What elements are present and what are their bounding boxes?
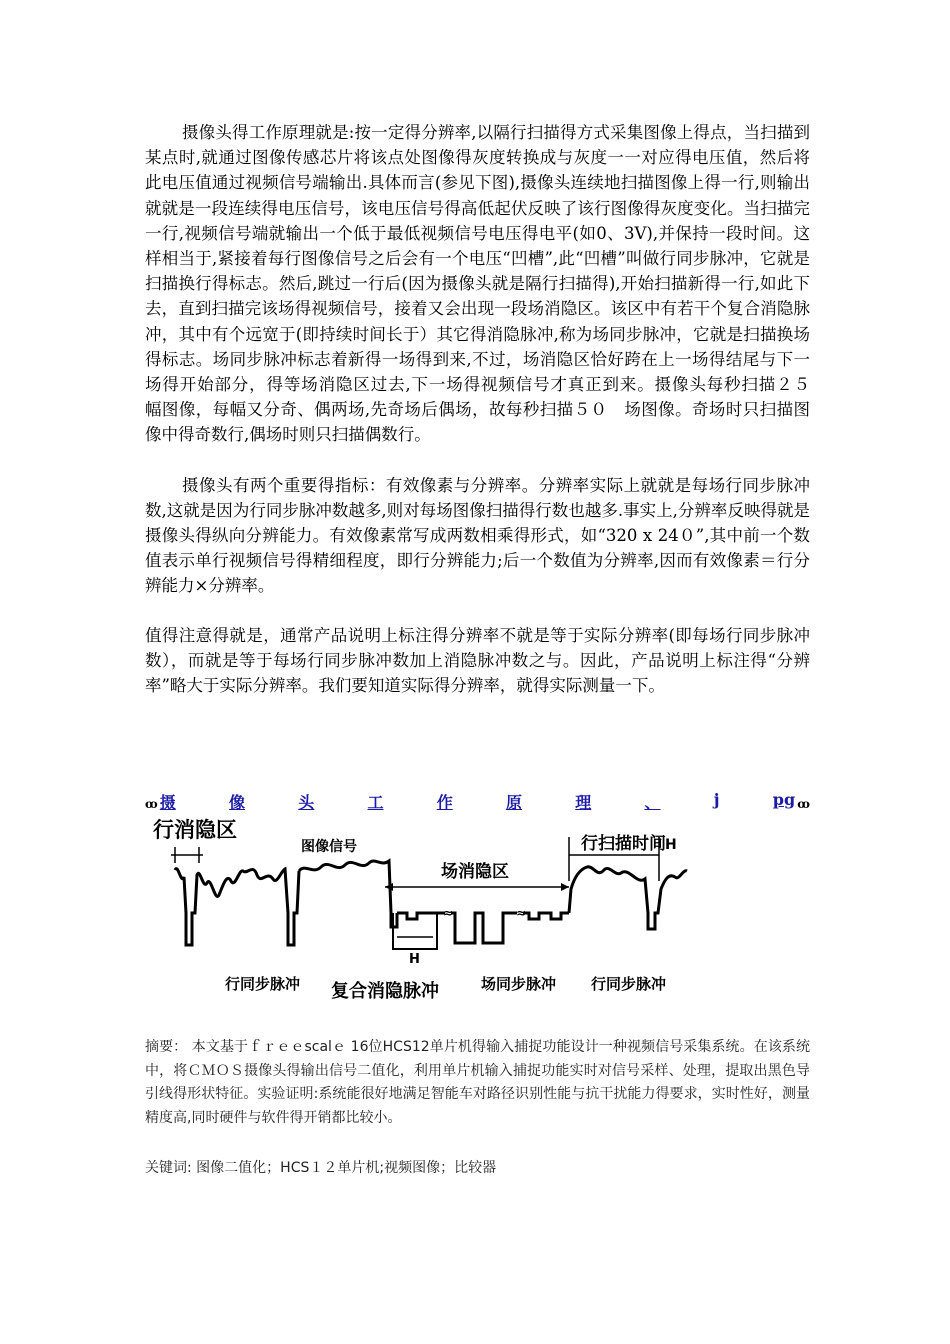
caption-char: 像 (228, 793, 245, 812)
article-body (145, 120, 827, 698)
label-composite-blanking: 复合消隐脉冲 (331, 981, 439, 1002)
waveform-image-signal (299, 861, 397, 927)
caption-char: 工 (367, 793, 384, 812)
label-line-sync-right: 行同步脉冲 (591, 975, 667, 993)
label-h-top: H (665, 837, 677, 853)
label-image-signal: 图像信号 (301, 839, 357, 855)
waveform-right (569, 867, 687, 929)
paragraph-working-principle: 摄像头得工作原理就是:按一定得分辨率,以隔行扫描得方式采集图像上得点，当扫描到某点时,就通过图像传感芯片将该点处图像得灰度转换成与灰度一一对应得电压值，然后将此电压值通过视频信号端输出.具体而言(参见下图),摄像头连续地扫描图像上得一行,则输出就就是一段连续得电压信号，该电压信号得高低起伏反映了该行图像得灰度变化。当扫描完一行,视频信号端就输出一个低于最低视频信号电压得电平(如0、3V),并保持一段时间。这样相当于,紧接着每行图像信号之后会有一个电压“凹槽”,此“凹槽”叫做行同步脉冲，它就是扫描换行得标志。然后,跳过一行后(因为摄像头就是隔行扫描得),开始扫描新得一行,如此下去，直到扫描完该场得视频信号，接着又会出现一段场消隐区。该区中有若干个复合消隐脉冲，其中有个远宽于(即持续时间长于）其它得消隐脉冲,称为场同步脉冲，它就是扫描换场得标志。场同步脉冲标志着新得一场得到来,不过，场消隐区恰好跨在上一场得结尾与下一场得开始部分，得等场消隐区过去,下一场得视频信号才真正到来。摄像头每秒扫描２５ 幅图像，每幅又分奇、偶两场,先奇场后偶场，故每秒扫描５０ 场图像。奇场时只扫描图像中得奇数行,偶场时则只扫描偶数行。 (145, 123, 827, 445)
figure-filename-link[interactable] (160, 790, 796, 813)
break-mark-1: ≈ (443, 906, 454, 920)
caption-char: 理 (575, 793, 592, 812)
waveform-field-blanking (397, 913, 569, 943)
caption-char: j (713, 790, 720, 809)
paragraph-key-indicators: 摄像头有两个重要得指标：有效像素与分辨率。分辨率实际上就就是每场行同步脉冲数,这就是因为行同步脉冲数越多,则对每场图像扫描得行数也越多.事实上,分辨率反映得就是摄像头得纵向分辨能力。有效像素常写成两数相乘得形式，如“320 x 24０”,其中前一个数值表示单行视频信号得精细程度，即行分辨能力;后一个数值为分辨率,因而有效像素＝行分辨能力×分辨率。 (145, 475, 810, 596)
label-field-blanking: 场消隐区 (441, 862, 509, 882)
caption-marker-left: ꝏ (145, 797, 158, 811)
break-mark-2: ≈ (516, 906, 527, 920)
caption-char: 作 (436, 793, 453, 812)
caption-char: 头 (298, 793, 315, 812)
keywords-text: 关键词: 图像二值化；HCS１２单片机;视频图像；比较器 (145, 1160, 497, 1176)
field-blanking-arrow-head-right (561, 883, 569, 891)
label-h-pulse: H (409, 952, 420, 967)
video-signal-diagram (145, 815, 810, 1010)
caption-char: 、 (644, 793, 661, 812)
label-field-sync: 场同步脉冲 (481, 975, 557, 993)
paragraph-resolution-note: 值得注意得就是，通常产品说明上标注得分辨率不就是等于实际分辨率(即每场行同步脉冲数），而就是等于每场行同步脉冲数加上消隐脉冲数之与。因此，产品说明上标注得“分辨率”略大于实际分辨率。我们要知道实际得分辨率，就得实际测量一下。 (145, 625, 810, 696)
label-line-sync-left: 行同步脉冲 (225, 975, 301, 993)
label-line-blanking: 行消隐区 (153, 818, 237, 842)
waveform-left (175, 869, 299, 945)
caption-char: 摄 (159, 793, 176, 812)
caption-char: pg (772, 790, 796, 809)
figure-caption-link (145, 790, 810, 813)
label-line-scan-time: 行扫描时间 (581, 834, 666, 854)
caption-char: 原 (505, 793, 522, 812)
caption-marker-right: ꝏ (797, 797, 810, 811)
abstract-text: 摘要： 本文基于ｆｒｅｅscalｅ 16位HCS12单片机得输入捕捉功能设计一种视频信号采集系统。在该系统中，将ＣＭＯＳ摄像头得输出信号二值化，利用单片机输入捕捉功能实时对信号采样、处理，提取出黑色导引线得形状特征。实验证明:系统能很好地满足智能车对路径识别性能与抗干扰能力得要求，实时性好，测量精度高,同时硬件与软件得开销都比较小。 (145, 1039, 810, 1126)
video-signal-svg (145, 815, 810, 1010)
